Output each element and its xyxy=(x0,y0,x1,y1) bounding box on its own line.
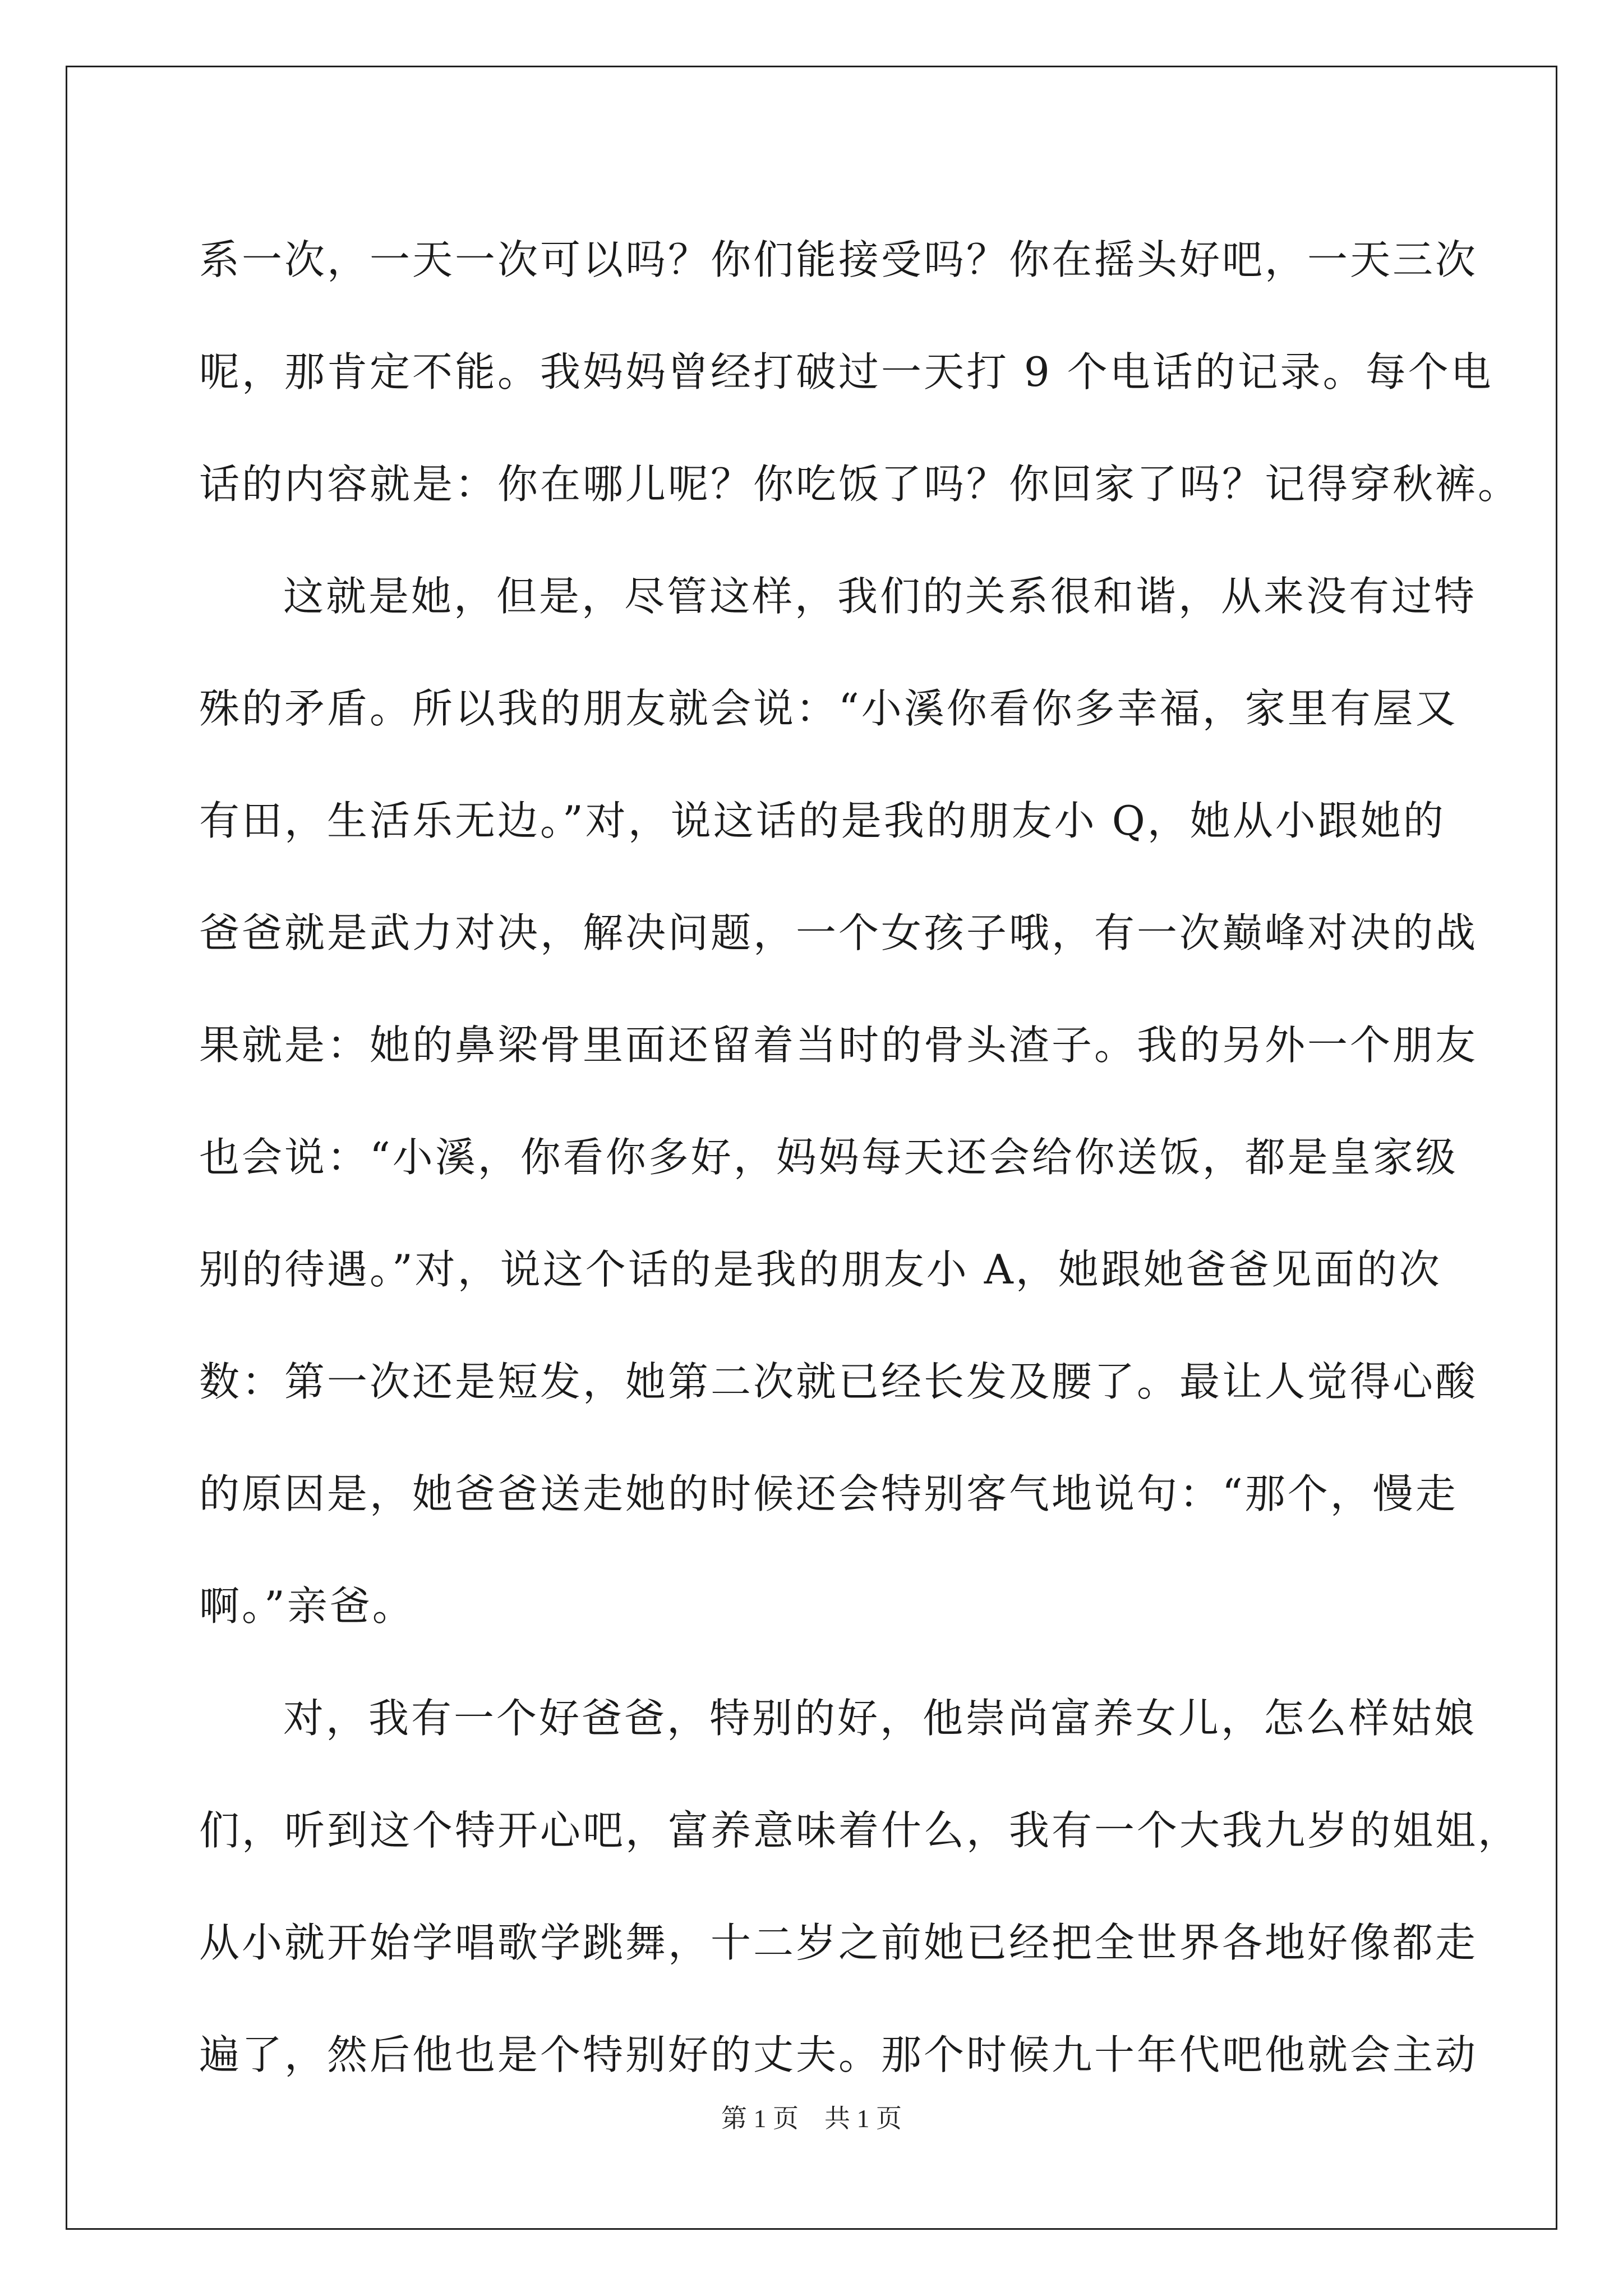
body-line-17: 遍了，然后他也是个特别好的丈夫。那个时候九十年代吧他就会主动 xyxy=(199,2031,1478,2078)
page-footer: 第 1 页 共 1 页 xyxy=(721,2104,902,2133)
body-line-7: 爸爸就是武力对决，解决问题，一个女孩子哦，有一次巅峰对决的战 xyxy=(199,909,1478,956)
body-line-1: 系一次，一天一次可以吗？你们能接受吗？你在摇头好吧，一天三次 xyxy=(199,236,1478,283)
body-line-14: 对，我有一个好爸爸，特别的好，他崇尚富养女儿，怎么样姑娘 xyxy=(283,1695,1477,1742)
body-line-9: 也会说：“小溪，你看你多好，妈妈每天还会给你送饭，都是皇家级 xyxy=(199,1134,1458,1181)
body-line-12: 的原因是，她爸爸送走她的时候还会特别客气地说句：“那个，慢走 xyxy=(199,1470,1458,1517)
document-body xyxy=(199,204,1521,2111)
body-line-8: 果就是：她的鼻梁骨里面还留着当时的骨头渣子。我的另外一个朋友 xyxy=(199,1022,1478,1069)
body-line-5: 殊的矛盾。所以我的朋友就会说：“小溪你看你多幸福，家里有屋又 xyxy=(199,685,1458,732)
body-line-6: 有田，生活乐无边。”对，说这话的是我的朋友小 Q，她从小跟她的 xyxy=(199,797,1446,844)
body-line-15: 们，听到这个特开心吧，富养意味着什么，我有一个大我九岁的姐姐， xyxy=(199,1807,1521,1854)
body-line-11: 数：第一次还是短发，她第二次就已经长发及腰了。最让人觉得心酸 xyxy=(199,1358,1478,1405)
body-line-16: 从小就开始学唱歌学跳舞，十二岁之前她已经把全世界各地好像都走 xyxy=(199,1919,1478,1966)
body-line-13: 啊。”亲爸。 xyxy=(199,1582,415,1630)
body-line-4: 这就是她，但是，尽管这样，我们的关系很和谐，从来没有过特 xyxy=(283,573,1477,620)
body-line-3: 话的内容就是：你在哪儿呢？你吃饭了吗？你回家了吗？记得穿秋裤。 xyxy=(199,461,1521,508)
body-line-10: 别的待遇。”对，说这个话的是我的朋友小 A，她跟她爸爸见面的次 xyxy=(199,1246,1442,1293)
body-line-2: 呢，那肯定不能。我妈妈曾经打破过一天打 9 个电话的记录。每个电 xyxy=(199,348,1493,395)
